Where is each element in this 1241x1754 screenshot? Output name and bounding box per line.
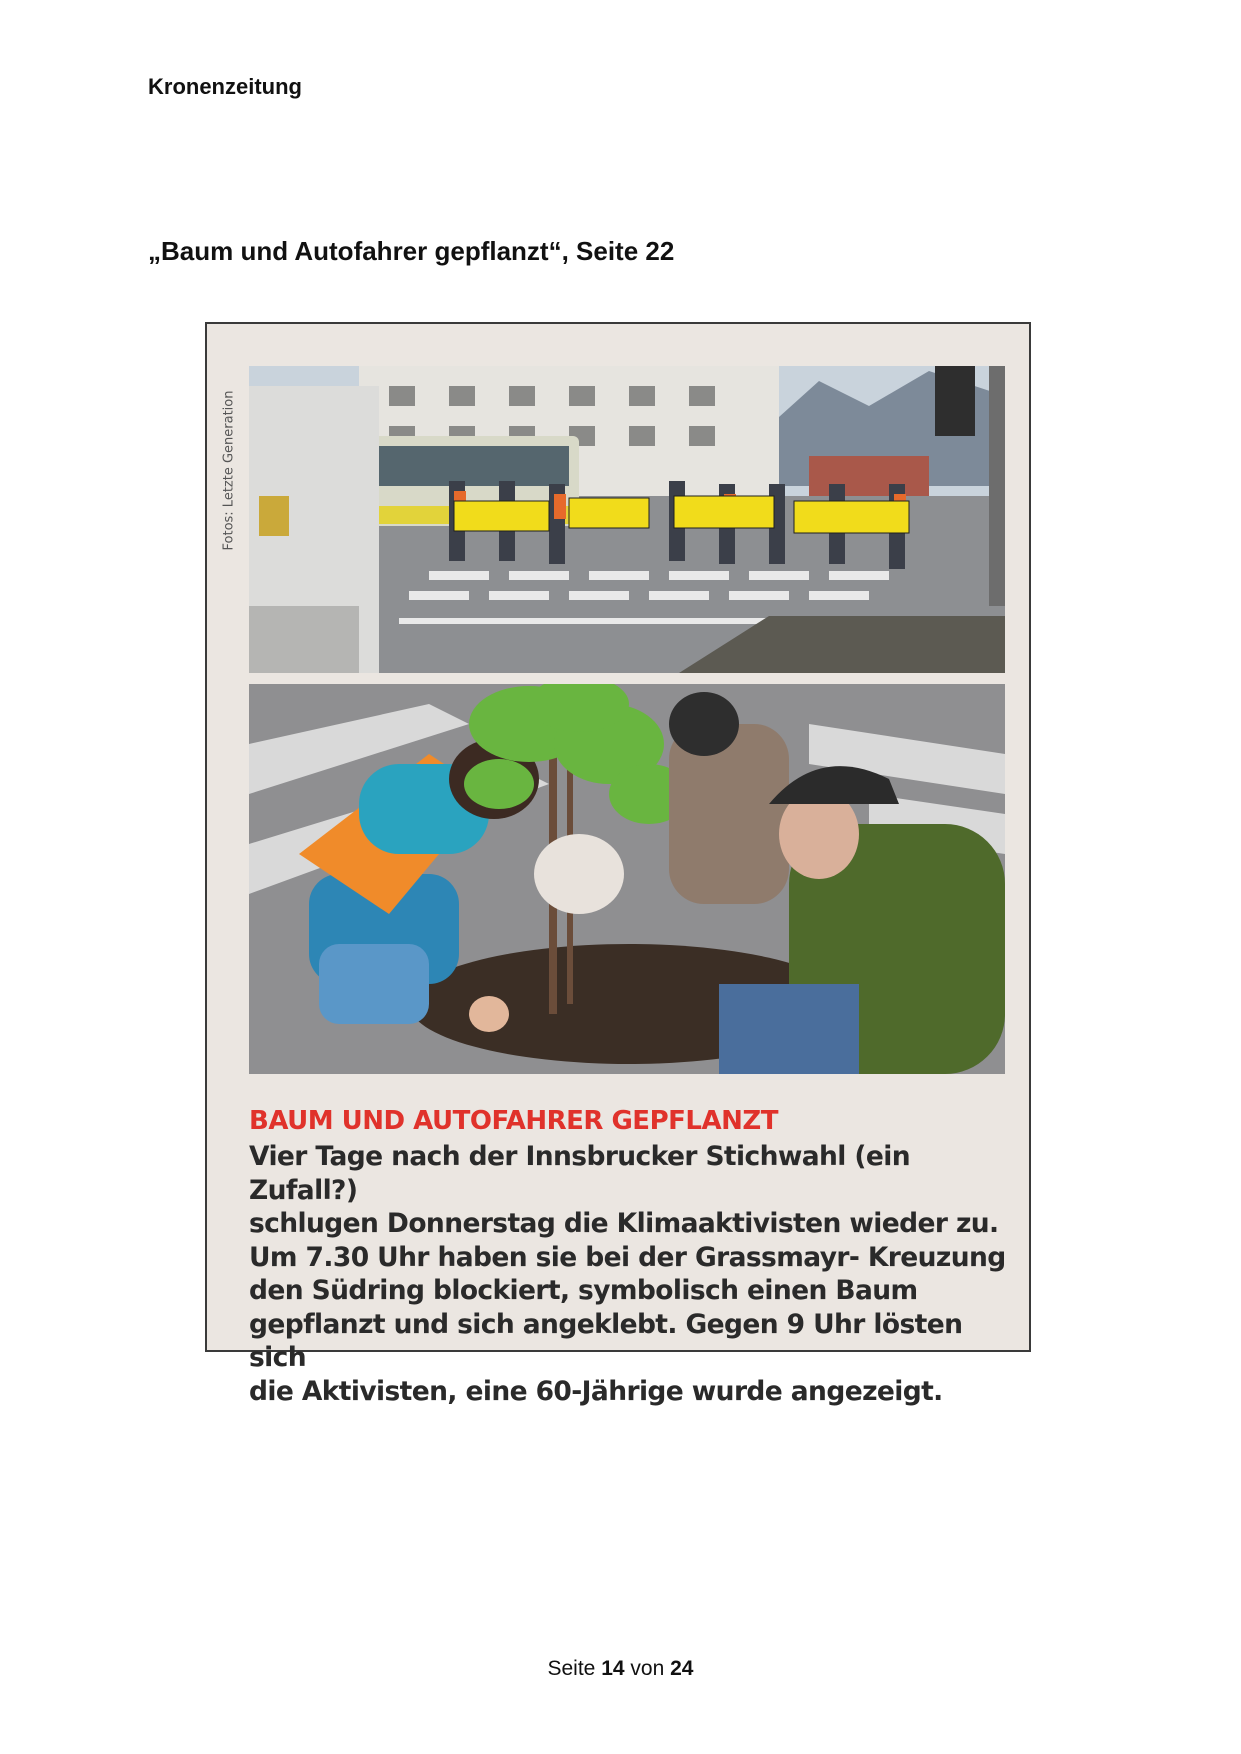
tree-planting-photo [249, 684, 1005, 1074]
caption-title: BAUM UND AUTOFAHRER GEPFLANZT [249, 1106, 778, 1136]
caption-line: den Südring blockiert, symbolisch einen Baum [249, 1275, 918, 1306]
caption-line: Um 7.30 Uhr haben sie bei der Grassmayr- Kreuzung [249, 1241, 1006, 1273]
caption-line: Vier Tage nach der Innsbrucker Stichwahl (ein Zufall?) [249, 1141, 911, 1206]
newspaper-source: Kronenzeitung [148, 74, 302, 99]
caption-line: schlugen Donnerstag die Klimaaktivisten wieder zu. [249, 1208, 999, 1239]
newspaper-clipping [205, 322, 1031, 1407]
protest-photo [249, 366, 1005, 673]
article-heading: „Baum und Autofahrer gepflanzt“, Seite 22 [148, 236, 675, 266]
page-number: Seite 14 von 24 [547, 1657, 694, 1680]
caption-line: gepflanzt und sich angeklebt. Gegen 9 Uhr lösten sich [249, 1308, 963, 1373]
photo-credit: Fotos: Letzte Generation [221, 390, 237, 550]
caption-body [249, 1140, 1009, 1408]
caption-line: die Aktivisten, eine 60-Jährige wurde angezeigt. [249, 1375, 943, 1407]
